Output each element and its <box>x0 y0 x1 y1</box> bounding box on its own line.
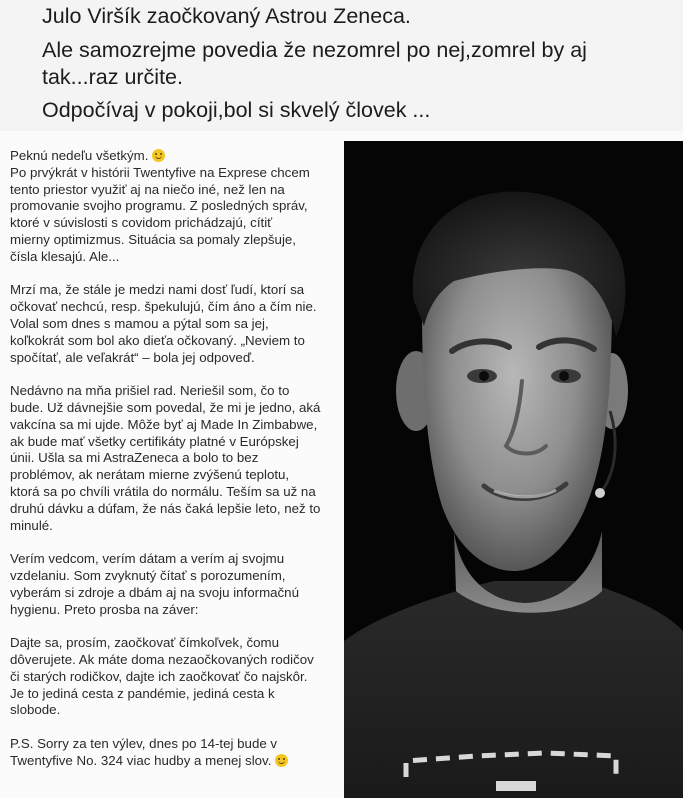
post-paragraph-6 <box>10 736 340 770</box>
smiley-emoji-icon <box>275 754 288 767</box>
post-line: promovanie svojho programu. Z posledných správ, <box>10 198 308 214</box>
post-line: problémov, ak nerátam mierne zvýšenú teplotu, <box>10 467 290 483</box>
post-line: Dajte sa, prosím, zaočkovať čímkoľvek, čomu <box>10 635 279 651</box>
post-line: únii. Ušla sa mi AstraZeneca a bolo to bez <box>10 450 259 466</box>
caption-line-3: tak...raz určite. <box>42 65 183 89</box>
caption-line-2: Ale samozrejme povedia že nezomrel po nej,zomrel by aj <box>42 38 587 62</box>
post-text <box>10 148 340 769</box>
post-line: očkovať nechcú, resp. špekulujú, čím áno a čím nie. <box>10 299 317 315</box>
post-line: vzdelaniu. Som zvyknutý čítať s porozumením, <box>10 567 286 583</box>
post-paragraph-2 <box>10 282 340 366</box>
caption-line-4: Odpočívaj v pokoji,bol si skvelý človek ... <box>42 98 431 122</box>
post-line: minulé. <box>10 517 53 533</box>
post-line: vakcína sa mi ujde. Môže byť aj Made In Zimbabwe, <box>10 416 318 432</box>
post-paragraph-4 <box>10 551 340 618</box>
post-line: Mrzí ma, že stále je medzi nami dosť ľudí, ktorí sa <box>10 282 305 298</box>
post-line: bude. Už dávnejšie som povedal, že mi je jedno, aká <box>10 399 321 415</box>
post-screenshot <box>0 131 683 798</box>
post-line: P.S. Sorry za ten výlev, dnes po 14-tej bude v <box>10 735 278 751</box>
post-line: Verím vedcom, verím dátam a verím aj svojmu <box>10 551 285 567</box>
caption-header <box>0 0 683 132</box>
post-line: ktoré v súvislosti s covidom prichádzajú, cítiť <box>10 215 273 231</box>
post-line: mierny optimizmus. Situácia sa pomaly zlepšuje, <box>10 231 296 247</box>
post-line: Peknú nedeľu všetkým. <box>10 148 149 163</box>
post-line: druhú dávku a dúfam, že nás čaká lepšie leto, než to <box>10 500 321 516</box>
post-line: spočítať, ale veľakrát“ – bola jej odpoveď. <box>10 349 255 365</box>
post-paragraph-1 <box>10 148 340 266</box>
post-line: Volal som dnes s mamou a pýtal som sa jej, <box>10 315 269 331</box>
post-line: koľkokrát som bol ako dieťa očkovaný. „Neviem to <box>10 332 305 348</box>
post-line: vyberám si zdroje a dbám aj na svoju informačnú <box>10 584 299 600</box>
post-line: Po prvýkrát v histórii Twentyfive na Exprese chcem <box>10 164 310 180</box>
post-line: ak bude mať všetky certifikáty platné v Európskej <box>10 433 299 449</box>
post-line: ktorá sa po chvíli vrátila do normálu. Teším sa už na <box>10 483 316 499</box>
post-line: Twentyfive No. 324 viac hudby a menej slov. <box>10 752 272 768</box>
post-line: slobode. <box>10 702 61 718</box>
post-line: Je to jediná cesta z pandémie, jediná cesta k <box>10 685 275 701</box>
portrait-photo <box>344 141 683 798</box>
post-line: či starých rodičkov, dajte ich zaočkovať čo najskôr. <box>10 668 308 684</box>
caption-line-1: Julo Viršík zaočkovaný Astrou Zeneca. <box>42 4 411 28</box>
post-line: čísla klesajú. Ale... <box>10 248 120 264</box>
post-paragraph-5 <box>10 635 340 719</box>
post-paragraph-3 <box>10 383 340 534</box>
smiley-emoji-icon <box>152 149 165 162</box>
post-line: Nedávno na mňa prišiel rad. Neriešil som, čo to <box>10 383 290 399</box>
portrait-illustration <box>344 141 683 798</box>
post-line: dôverujete. Ak máte doma nezaočkovaných rodičov <box>10 651 314 667</box>
post-line: tento priestor využiť aj na niečo iné, než len na <box>10 181 285 197</box>
post-line: hygienu. Preto prosba na záver: <box>10 601 199 617</box>
